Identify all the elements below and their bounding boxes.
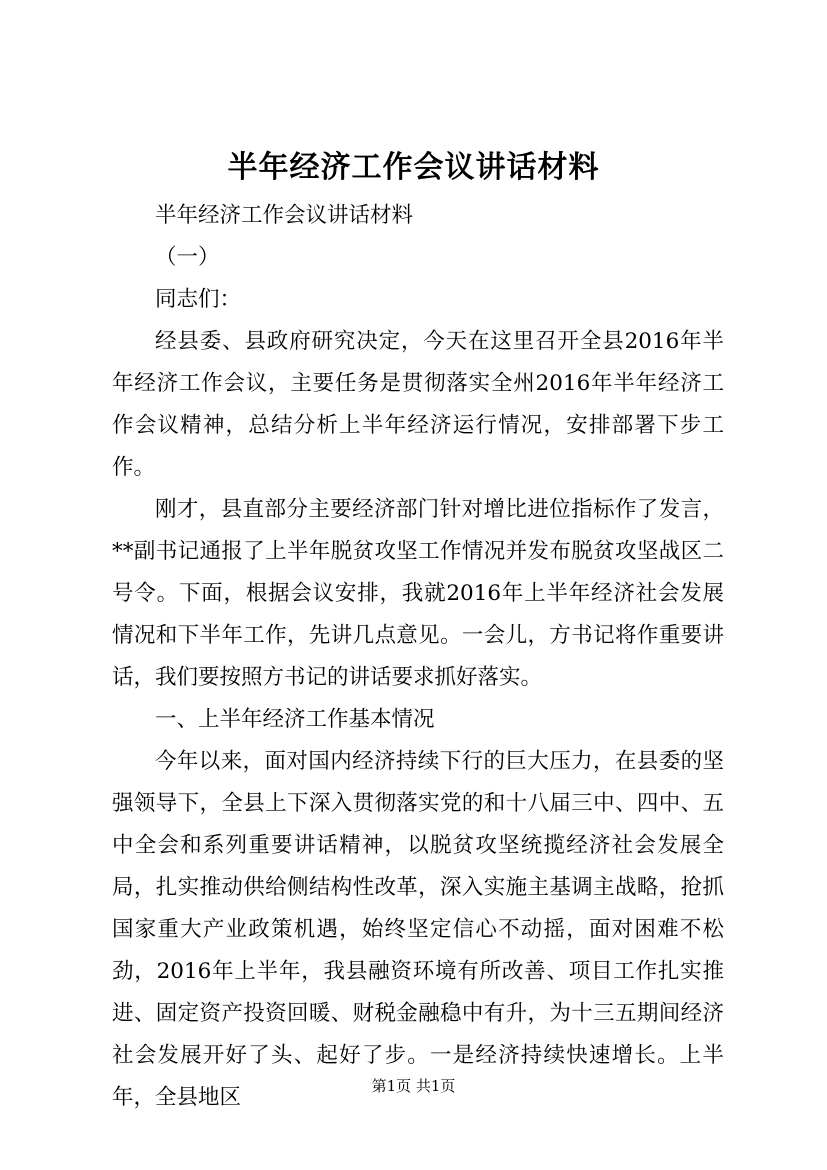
section-number-paragraph: （一） xyxy=(155,245,220,270)
subtitle-paragraph: 半年经济工作会议讲话材料 xyxy=(155,203,414,228)
page-footer: 第1页 共1页 xyxy=(371,1077,456,1095)
body-paragraph: 今年以来，面对国内经济持续下行的巨大压力，在县委的坚强领导下，全县上下深入贯彻落实党的和十八届三中、四中、五中全会和系列重要讲话精神，以脱贫攻坚统揽经济社会发展全局，扎实推动供给侧结构性改革，深入实施主基调主战略，抢抓国家重大产业政策机遇，始终坚定信心不动摇，面对困难不松劲，2016年上半年，我县融资环境有所改善、项目工作扎实推进、固定资产投资回暖、财税金融稳中有升，为十三五期间经济社会发展开好了头、起好了步。一是经济持续快速增长。上半年，全县地区 xyxy=(112,749,724,1110)
salutation-paragraph: 同志们： xyxy=(155,287,242,312)
document-body xyxy=(112,195,724,1119)
body-paragraph: 刚才，县直部分主要经济部门针对增比进位指标作了发言，**副书记通报了上半年脱贫攻坚工作情况并发布脱贫攻坚战区二号令。下面，根据会议安排，我就2016年上半年经济社会发展情况和下半年工作，先讲几点意见。一会儿，方书记将作重要讲话，我们要按照方书记的讲话要求抓好落实。 xyxy=(112,497,724,690)
body-paragraph: 经县委、县政府研究决定，今天在这里召开全县2016年半年经济工作会议，主要任务是贯彻落实全州2016年半年经济工作会议精神，总结分析上半年经济运行情况，安排部署下步工作。 xyxy=(112,329,724,480)
document-title: 半年经济工作会议讲话材料 xyxy=(227,150,600,185)
section-heading: 一、上半年经济工作基本情况 xyxy=(155,707,435,732)
